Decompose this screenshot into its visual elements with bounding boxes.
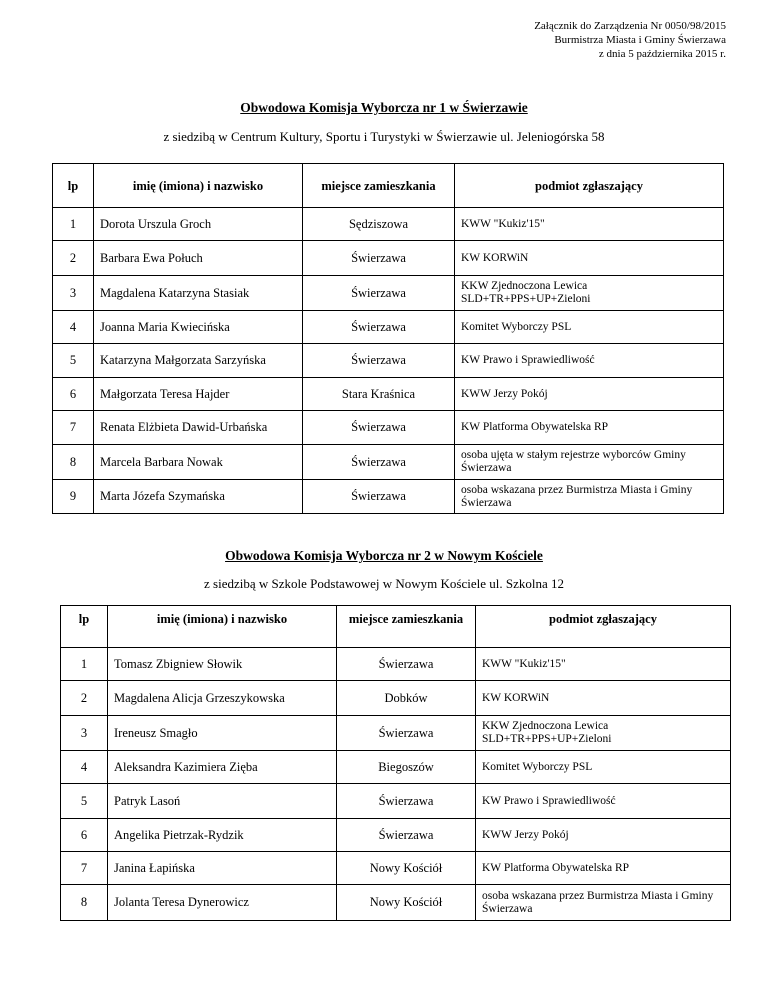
attachment-line-3: z dnia 5 października 2015 r. [598,48,726,60]
cell-lp: 2 [53,241,94,276]
section1-title: Obwodowa Komisja Wyborcza nr 1 w Świerzawie [240,100,528,115]
cell-name: Renata Elżbieta Dawid-Urbańska [94,411,303,445]
cell-place: Świerzawa [337,648,476,681]
table-row [53,480,724,514]
table-row [61,784,731,819]
cell-entity: KWW "Kukiz'15" [476,648,731,681]
cell-name: Marta Józefa Szymańska [94,480,303,514]
table-header-row [53,164,724,208]
cell-entity: Komitet Wyborczy PSL [455,311,724,344]
table-row [53,311,724,344]
cell-lp: 4 [53,311,94,344]
cell-entity: KKW Zjednoczona Lewica SLD+TR+PPS+UP+Zieloni [455,276,724,311]
cell-entity: KW Prawo i Sprawiedliwość [476,784,731,819]
column-header-entity: podmiot zgłaszający [476,606,731,648]
cell-name: Dorota Urszula Groch [94,208,303,241]
cell-lp: 1 [53,208,94,241]
attachment-line-1: Załącznik do Zarządzenia Nr 0050/98/2015 [534,20,726,32]
cell-entity: KKW Zjednoczona Lewica SLD+TR+PPS+UP+Zieloni [476,716,731,751]
cell-lp: 7 [53,411,94,445]
table-row [53,208,724,241]
cell-place: Nowy Kościół [337,885,476,921]
cell-lp: 9 [53,480,94,514]
attachment-note [534,19,726,61]
cell-place: Świerzawa [303,445,455,480]
cell-lp: 3 [53,276,94,311]
cell-lp: 5 [53,344,94,378]
table-header-row [61,606,731,648]
cell-lp: 6 [53,378,94,411]
table-row [61,751,731,784]
cell-entity: KW Platforma Obywatelska RP [455,411,724,445]
cell-name: Tomasz Zbigniew Słowik [108,648,337,681]
section2-subtitle: z siedzibą w Szkole Podstawowej w Nowym Kościele ul. Szkolna 12 [204,576,564,591]
cell-entity: Komitet Wyborczy PSL [476,751,731,784]
column-header-entity: podmiot zgłaszający [455,164,724,208]
table-row [61,885,731,921]
table-row [61,819,731,852]
commission2-rows [61,648,731,921]
cell-lp: 5 [61,784,108,819]
cell-lp: 8 [61,885,108,921]
table-row [53,378,724,411]
column-header-lp: lp [61,606,108,648]
cell-place: Dobków [337,681,476,716]
cell-place: Świerzawa [303,344,455,378]
commission1-table [52,163,724,514]
table-row [53,276,724,311]
table-row [53,445,724,480]
cell-entity: osoba ujęta w stałym rejestrze wyborców Gminy Świerzawa [455,445,724,480]
cell-name: Marcela Barbara Nowak [94,445,303,480]
cell-place: Świerzawa [303,311,455,344]
cell-place: Stara Kraśnica [303,378,455,411]
cell-entity: osoba wskazana przez Burmistrza Miasta i Gminy Świerzawa [455,480,724,514]
cell-lp: 7 [61,852,108,885]
cell-name: Barbara Ewa Połuch [94,241,303,276]
cell-place: Świerzawa [303,411,455,445]
column-header-name: imię (imiona) i nazwisko [94,164,303,208]
cell-place: Świerzawa [303,276,455,311]
attachment-line-2: Burmistrza Miasta i Gminy Świerzawa [554,34,726,46]
cell-entity: KWW Jerzy Pokój [455,378,724,411]
cell-name: Patryk Lasoń [108,784,337,819]
cell-name: Magdalena Alicja Grzeszykowska [108,681,337,716]
cell-place: Świerzawa [303,480,455,514]
table-row [53,241,724,276]
cell-lp: 8 [53,445,94,480]
cell-place: Świerzawa [337,716,476,751]
cell-name: Joanna Maria Kwiecińska [94,311,303,344]
cell-name: Jolanta Teresa Dynerowicz [108,885,337,921]
table-row [61,716,731,751]
cell-place: Sędziszowa [303,208,455,241]
column-header-place: miejsce zamieszkania [303,164,455,208]
cell-lp: 2 [61,681,108,716]
cell-name: Katarzyna Małgorzata Sarzyńska [94,344,303,378]
cell-place: Świerzawa [337,819,476,852]
cell-lp: 1 [61,648,108,681]
cell-lp: 4 [61,751,108,784]
cell-entity: KW KORWiN [476,681,731,716]
cell-lp: 6 [61,819,108,852]
cell-place: Świerzawa [337,784,476,819]
cell-entity: KW KORWiN [455,241,724,276]
cell-place: Biegoszów [337,751,476,784]
table-row [53,411,724,445]
cell-entity: KW Prawo i Sprawiedliwość [455,344,724,378]
cell-name: Janina Łapińska [108,852,337,885]
cell-entity: KWW "Kukiz'15" [455,208,724,241]
commission1-rows [53,208,724,514]
cell-name: Małgorzata Teresa Hajder [94,378,303,411]
table-row [53,344,724,378]
cell-name: Angelika Pietrzak-Rydzik [108,819,337,852]
cell-place: Świerzawa [303,241,455,276]
commission2-table [60,605,731,921]
section1-subtitle: z siedzibą w Centrum Kultury, Sportu i Turystyki w Świerzawie ul. Jeleniogórska 58 [163,129,605,144]
column-header-place: miejsce zamieszkania [337,606,476,648]
table-row [61,852,731,885]
cell-name: Aleksandra Kazimiera Zięba [108,751,337,784]
cell-lp: 3 [61,716,108,751]
section2-title: Obwodowa Komisja Wyborcza nr 2 w Nowym Kościele [225,548,543,563]
cell-name: Magdalena Katarzyna Stasiak [94,276,303,311]
table-row [61,648,731,681]
column-header-name: imię (imiona) i nazwisko [108,606,337,648]
cell-place: Nowy Kościół [337,852,476,885]
cell-name: Ireneusz Smagło [108,716,337,751]
column-header-lp: lp [53,164,94,208]
cell-entity: KW Platforma Obywatelska RP [476,852,731,885]
cell-entity: osoba wskazana przez Burmistrza Miasta i Gminy Świerzawa [476,885,731,921]
table-row [61,681,731,716]
cell-entity: KWW Jerzy Pokój [476,819,731,852]
